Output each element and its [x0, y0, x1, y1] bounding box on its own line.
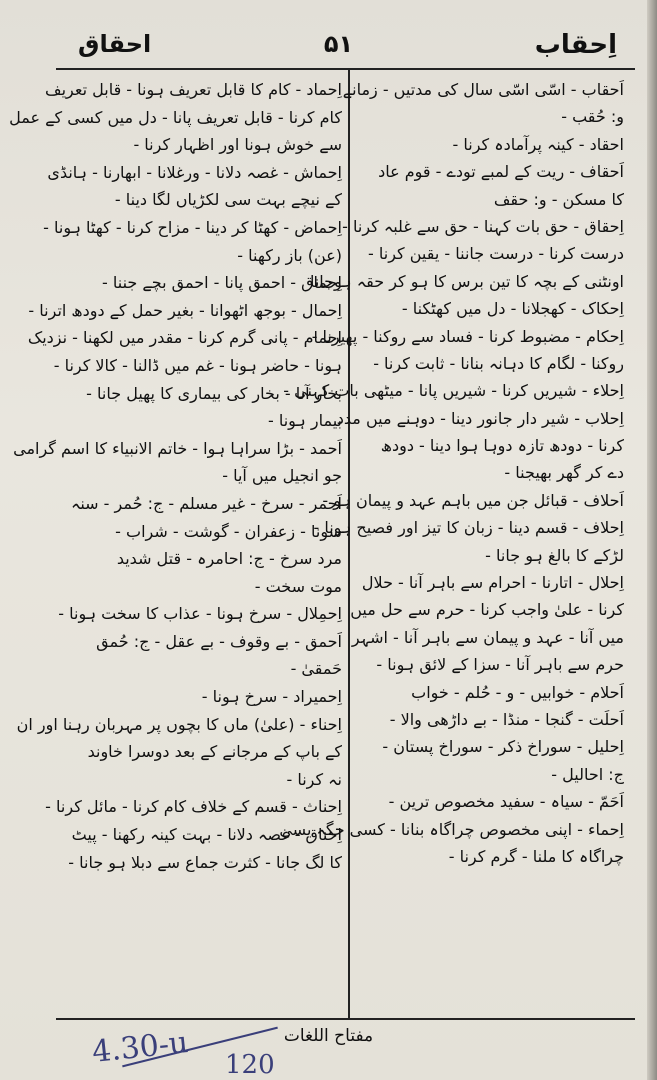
entry-line: (عن) باز رکھنا - — [237, 245, 342, 265]
entry-line: اِحمِلال - سرخ ہونا - عذاب کا سخت ہونا - — [58, 604, 342, 624]
entry-line: کے نیچے بہت سی لکڑیاں لگا دینا - — [114, 190, 342, 210]
entry-line: اِحلیل - سوراخ ذکر - سوراخ پستان - — [382, 737, 624, 757]
entry-line: اِحماق - احمق پانا - احمق بچے جننا - — [102, 273, 342, 293]
entry-line: نہ کرنا - — [286, 769, 342, 789]
entry-line: اَحمد - بڑا سراہا ہوا - خاتم الانبیاء کا اسم گرامی — [13, 438, 342, 458]
entry-line: کرنا - دودھ تازہ دوہا ہوا دینا - دودھ — [380, 436, 624, 456]
entry-line: اِحماض - کھٹا کر دینا - مزاح کرنا - کھٹا ہونا - — [43, 217, 342, 237]
entry-line: چراگاہ کا ملنا - گرم کرنا - — [448, 846, 624, 866]
entry-line: اِحلاء - شیریں کرنا - شیریں پانا - میٹھی بات کہنی - — [283, 381, 624, 401]
left-column — [9, 76, 342, 876]
entry-line: میں آنا - عہد و پیمان سے باہر آنا - اشہر — [351, 627, 624, 647]
entry-line: اَحمر - سرخ - غیر مسلم - ج: حُمر - سنہ — [70, 493, 342, 513]
entry-line: اَحَمّ - سیاہ - سفید مخصوص ترین - — [388, 792, 624, 812]
entry-line: اِحماد - کام کا قابل تعریف ہونا - قابل تعریف — [45, 80, 342, 99]
entry-line: اَحقاف - ریت کے لمبے تودے - قوم عاد — [378, 162, 624, 182]
entry-line: ہونا - حاضر ہونا - غم میں ڈالنا - کالا کرنا - — [53, 355, 342, 375]
page-number: ۵۱ — [323, 30, 354, 58]
entry-line: حرم سے باہر آنا - سزا کے لائق ہونا - — [376, 655, 624, 675]
entry-line: اَحقاب - اسّی اسّی سال کی مدتیں - زمانے — [342, 80, 624, 99]
entry-line: روکنا - لگام کا دہانہ بنانا - ثابت کرنا - — [373, 353, 624, 373]
entry-line: اِحماء - اپنی مخصوص چراگاہ بنانا - کسی جگہ یسی — [279, 819, 624, 839]
entry-line: اِحکام - مضبوط کرنا - فساد سے روکنا - پھیرنا - — [311, 326, 624, 346]
entry-line: حَمقیٰ - — [290, 659, 342, 679]
entry-line: جو انجیل میں آیا - — [222, 466, 342, 486]
entry-line: اَحمق - بے وقوف - بے عقل - ج: حُمق — [96, 631, 342, 651]
entry-line: اِحمیراد - سرخ ہونا - — [201, 687, 342, 707]
entry-line: اِحناق - غصہ دلانا - بہت کینہ رکھنا - پیٹ — [71, 825, 342, 845]
handwritten-note-count: 120 — [225, 1050, 275, 1080]
page-edge-shadow — [647, 0, 657, 1080]
entry-line: اَحلاف - قبائل جن میں باہم عہد و پیمان ہو - — [322, 490, 624, 510]
entry-line: کرنا - علیٰ واجب کرنا - حرم سے حل میں — [350, 600, 624, 620]
entry-line: سونا - زعفران - گوشت - شراب - — [115, 521, 342, 541]
entry-line: کا لگ جانا - کثرت جماع سے دبلا ہو جانا - — [68, 852, 342, 872]
entry-line: بیمار ہونا - — [267, 411, 342, 431]
entry-line: کے باپ کے مرجانے کے بعد دوسرا خاوند — [87, 742, 342, 762]
entry-line: اِحلال - اتارنا - احرام سے باہر آنا - حلال — [361, 573, 624, 593]
entry-line: اِحمام - پانی گرم کرنا - مقدر میں لکھنا - نزدیک — [27, 328, 342, 348]
entry-line: درست کرنا - درست جاننا - یقین کرنا - — [368, 244, 624, 264]
entry-line: کام کرنا - قابل تعریف پانا - دل میں کسی کے عمل — [9, 107, 342, 127]
footer-rule — [56, 1018, 635, 1020]
entry-line: موت سخت - — [254, 576, 342, 596]
entry-line: اِحناث - قسم کے خلاف کام کرنا - مائل کرنا - — [45, 797, 342, 817]
page-header — [60, 30, 617, 64]
entry-line: اِحناء - (علیٰ) ماں کا بچوں پر مہربان رہنا اور ان — [16, 714, 342, 734]
header-right-catchword: اِحقاب — [534, 30, 617, 60]
entry-line: اِحمال - بوجھ اٹھوانا - بغیر حمل کے دودھ اترنا - — [28, 300, 342, 320]
entry-line: اِحکاک - کھجلانا - دل میں کھٹکنا - — [401, 299, 624, 319]
entry-line: بخار آنا - بخار کی بیماری کا پھیل جانا - — [86, 383, 342, 403]
header-left-catchword: احقاق — [78, 30, 152, 58]
entry-line: اَحلام - خوابیں - و - حُلم - خواب — [411, 682, 624, 702]
entry-line: اِحماش - غصہ دلانا - ورغلانا - ابھارنا - ہانڈی — [47, 162, 342, 182]
header-rule — [56, 68, 635, 70]
entry-line: اِحلاف - قسم دینا - زبان کا تیز اور فصیح ہونا - — [313, 518, 624, 538]
entry-line: اِحلاب - شیر دار جانور دینا - دوہنے میں مدد — [336, 408, 624, 428]
entry-line: کا مسکن - و: حقف — [493, 189, 624, 209]
entry-line: ج: احالیل - — [551, 764, 624, 784]
entry-line: اِحقاق - حق بات کہنا - حق سے غلبہ کرنا - — [342, 216, 624, 236]
footer-title: مفتاح اللغات — [283, 1026, 374, 1046]
entry-line: و: حُقب - — [561, 107, 624, 127]
entry-line: سے خوش ہونا اور اظہار کرنا - — [133, 135, 342, 155]
handwritten-note-number: 4.30-u — [90, 1025, 190, 1070]
entry-line: لڑکے کا بالغ ہو جانا - — [485, 545, 624, 565]
entry-line: اونٹنی کے بچہ کا تین برس کا ہو کر حقہ ہوجانا — [309, 271, 624, 291]
entry-line: اَحلَت - گنجا - منڈا - بے داڑھی والا - — [389, 709, 624, 729]
entry-line: دے کر گھر بھیجنا - — [504, 463, 624, 483]
entry-line: مرد سرخ - ج: احامرہ - قتل شدید — [116, 549, 342, 569]
entry-line: احقاد - کینہ پرآمادہ کرنا - — [452, 134, 624, 154]
